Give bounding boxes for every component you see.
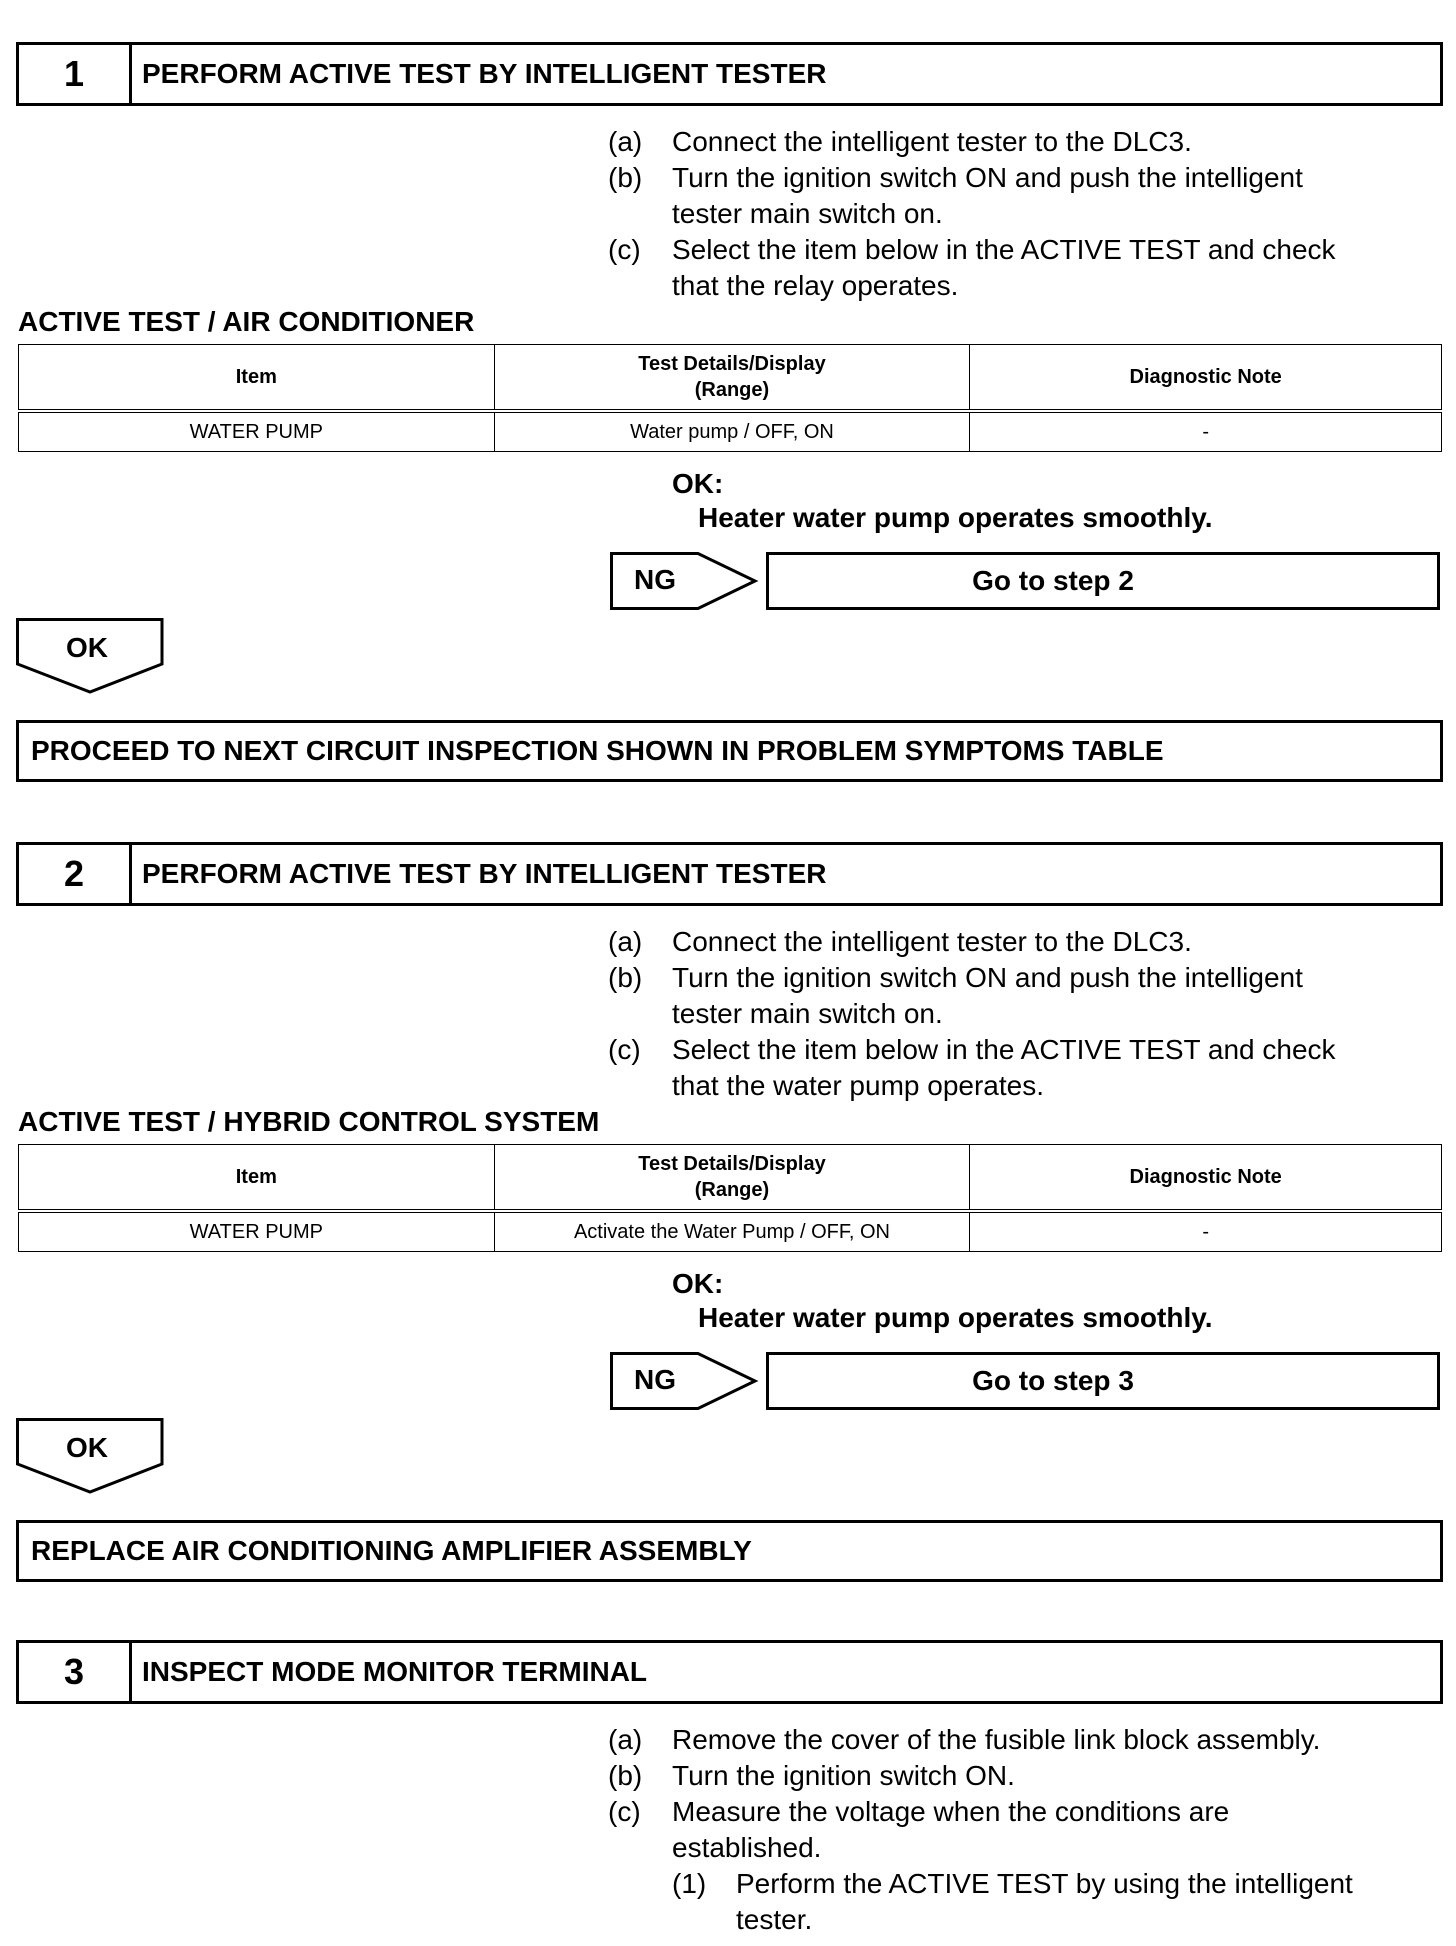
instruction-item: (a) Remove the cover of the fusible link block assembly. bbox=[608, 1724, 1321, 1755]
ng-arrow-tag: NG bbox=[610, 1352, 760, 1410]
ok-arrow-tag: OK bbox=[16, 1418, 164, 1494]
sub-instruction-item: (1) Perform the ACTIVE TEST by using the intelligent tester. bbox=[672, 1868, 1353, 1935]
instruction-item: (a) Connect the intelligent tester to the DLC3. bbox=[608, 926, 1192, 957]
instruction-item: (c) Select the item below in the ACTIVE TEST and check that the water pump operates. bbox=[608, 1034, 1336, 1101]
step-title: PERFORM ACTIVE TEST BY INTELLIGENT TESTER bbox=[142, 858, 827, 889]
instruction-item: (b) Turn the ignition switch ON. bbox=[608, 1760, 1015, 1791]
instruction-item: (c) Select the item below in the ACTIVE TEST and check that the relay operates. bbox=[608, 234, 1336, 301]
ng-arrow-icon bbox=[610, 1352, 760, 1410]
table-row: WATER PUMP Water pump / OFF, ON - bbox=[19, 411, 1442, 452]
instruction-item: (c) Measure the voltage when the conditions are established. bbox=[608, 1796, 1230, 1863]
header-diagnostic-note: Diagnostic Note bbox=[970, 345, 1442, 412]
table-caption: ACTIVE TEST / AIR CONDITIONER bbox=[18, 306, 475, 337]
step-1-header bbox=[16, 42, 1443, 106]
go-to-step-3-box[interactable]: Go to step 3 bbox=[766, 1352, 1440, 1410]
step-2-header bbox=[16, 842, 1443, 906]
ng-arrow-icon bbox=[610, 552, 760, 610]
step-3-header bbox=[16, 1640, 1443, 1704]
ok-criteria-text: Heater water pump operates smoothly. bbox=[698, 502, 1213, 533]
ok-criteria-text: Heater water pump operates smoothly. bbox=[698, 1302, 1213, 1333]
step-number: 2 bbox=[19, 845, 132, 903]
instruction-item: (a) Connect the intelligent tester to the DLC3. bbox=[608, 126, 1192, 157]
step-title: INSPECT MODE MONITOR TERMINAL bbox=[142, 1656, 648, 1687]
instruction-item: (b) Turn the ignition switch ON and push the intelligent tester main switch on. bbox=[608, 962, 1303, 1029]
active-test-table bbox=[18, 1144, 1442, 1252]
ok-criteria-label: OK: bbox=[672, 1268, 724, 1299]
ok-criteria-label: OK: bbox=[672, 468, 724, 499]
ng-arrow-tag: NG bbox=[610, 552, 760, 610]
header-diagnostic-note: Diagnostic Note bbox=[970, 1145, 1442, 1212]
header-test-details: Test Details/Display (Range) bbox=[494, 1145, 970, 1212]
ok-arrow-tag: OK bbox=[16, 618, 164, 694]
table-row: WATER PUMP Activate the Water Pump / OFF, ON - bbox=[19, 1211, 1442, 1252]
step-title: PERFORM ACTIVE TEST BY INTELLIGENT TESTER bbox=[142, 58, 827, 89]
table-caption: ACTIVE TEST / HYBRID CONTROL SYSTEM bbox=[18, 1106, 600, 1137]
step-3-instructions bbox=[608, 1722, 1428, 1938]
header-item: Item bbox=[19, 345, 495, 412]
active-test-table bbox=[18, 344, 1442, 452]
instruction-item: (b) Turn the ignition switch ON and push the intelligent tester main switch on. bbox=[608, 162, 1303, 229]
go-to-step-2-box[interactable]: Go to step 2 bbox=[766, 552, 1440, 610]
step-1-instructions bbox=[608, 124, 1428, 304]
result-box: REPLACE AIR CONDITIONING AMPLIFIER ASSEMBLY bbox=[16, 1520, 1443, 1582]
step-number: 1 bbox=[19, 45, 132, 103]
header-item: Item bbox=[19, 1145, 495, 1212]
step-2-instructions bbox=[608, 924, 1428, 1104]
header-test-details: Test Details/Display (Range) bbox=[494, 345, 970, 412]
result-box: PROCEED TO NEXT CIRCUIT INSPECTION SHOWN IN PROBLEM SYMPTOMS TABLE bbox=[16, 720, 1443, 782]
step-number: 3 bbox=[19, 1643, 132, 1701]
